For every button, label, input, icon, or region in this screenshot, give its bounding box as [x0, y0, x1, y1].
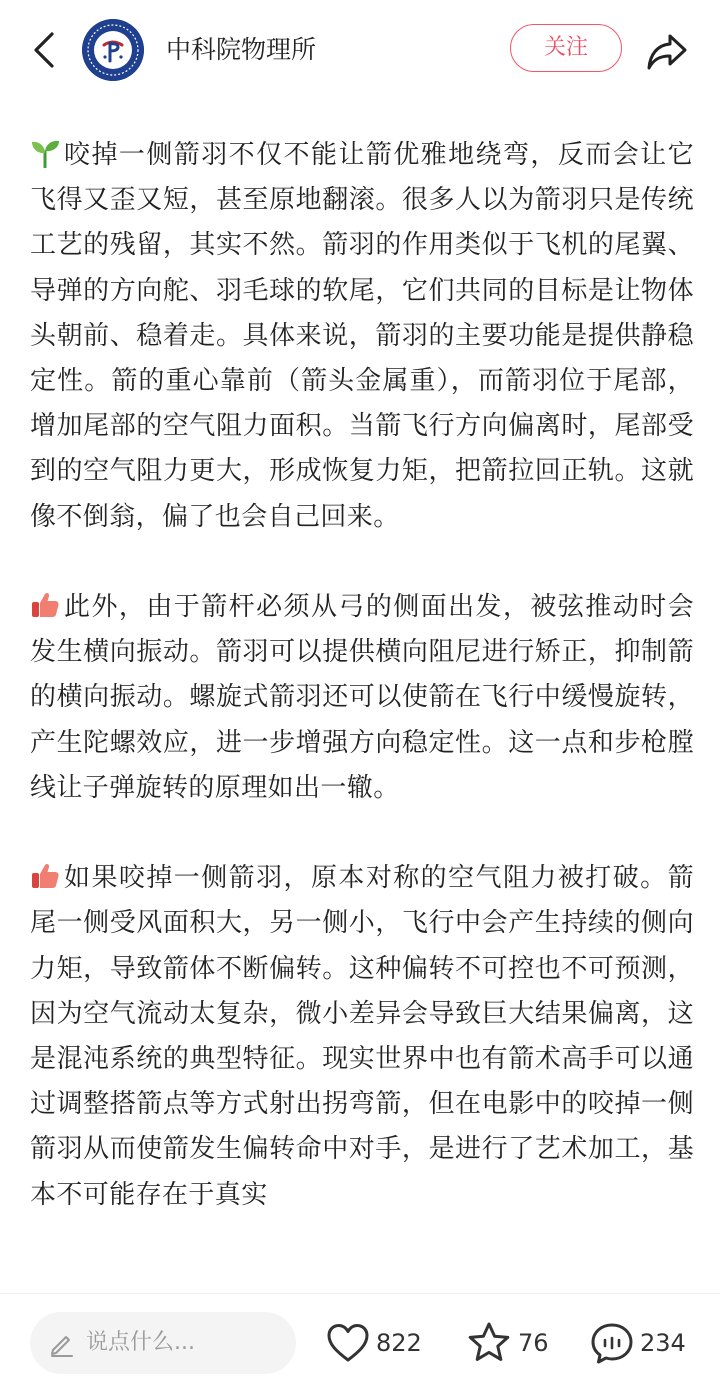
comment-bubble-icon [590, 1322, 634, 1364]
comment-button[interactable] [590, 1312, 720, 1374]
avatar[interactable] [82, 19, 144, 81]
chevron-left-icon [30, 30, 58, 70]
paragraph-text: 此外，由于箭杆必须从弓的侧面出发，被弦推动时会发生横向振动。箭羽可以提供横向阻尼进行矫正，抑制箭的横向振动。螺旋式箭羽还可以使箭在飞行中缓慢旋转，产生陀螺效应，进一步增强方向稳定性。这一点和步枪膛线让子弹旋转的原理如出一辙。 [30, 592, 694, 803]
pencil-icon [48, 1330, 76, 1358]
paragraph-text: 咬掉一侧箭羽不仅不能让箭优雅地绕弯，反而会让它飞得又歪又短，甚至原地翻滚。很多人以为箭羽只是传统工艺的残留，其实不然。箭羽的作用类似于飞机的尾翼、导弹的方向舵、羽毛球的软尾，它们共同的目标是让物体头朝前、稳着走。具体来说，箭羽的主要功能是提供静稳定性。箭的重心靠前（箭头金属重），而箭羽位于尾部，增加尾部的空气阻力面积。当箭飞行方向偏离时，尾部受到的空气阻力更大，形成恢复力矩，把箭拉回正轨。这就像不倒翁，偏了也会自己回来。 [30, 140, 694, 532]
back-button[interactable] [22, 28, 66, 72]
heart-icon [326, 1323, 370, 1363]
like-button[interactable] [326, 1312, 422, 1374]
thumbs-up-icon [30, 590, 60, 620]
account-name[interactable]: 中科院物理所 [166, 35, 317, 64]
comment-placeholder: 说点什么... [86, 1330, 195, 1355]
paragraph-3 [30, 856, 694, 1218]
bottom-action-bar [0, 1293, 720, 1396]
thumbs-up-icon [30, 861, 60, 891]
share-arrow-icon [646, 33, 688, 71]
star-icon [466, 1321, 512, 1365]
share-button[interactable] [643, 28, 691, 76]
note-content [30, 133, 694, 1293]
collect-button[interactable] [466, 1312, 549, 1374]
like-count: 822 [376, 1329, 422, 1357]
top-bar [0, 0, 720, 100]
follow-button[interactable]: 关注 [510, 24, 622, 72]
comment-count: 234 [640, 1329, 686, 1357]
paragraph-1 [30, 133, 694, 540]
comment-input[interactable] [30, 1312, 296, 1374]
collect-count: 76 [518, 1329, 549, 1357]
sprout-icon [30, 138, 60, 168]
paragraph-2 [30, 585, 694, 811]
institute-logo-icon [82, 19, 144, 81]
paragraph-text: 如果咬掉一侧箭羽，原本对称的空气阻力被打破。箭尾一侧受风面积大，另一侧小，飞行中会产生持续的侧向力矩，导致箭体不断偏转。这种偏转不可控也不可预测，因为空气流动太复杂，微小差异会导致巨大结果偏离，这是混沌系统的典型特征。现实世界中也有箭术高手可以通过调整搭箭点等方式射出拐弯箭，但在电影中的咬掉一侧箭羽从而使箭发生偏转命中对手，是进行了艺术加工，基本不可能存在于真实 [30, 863, 694, 1210]
